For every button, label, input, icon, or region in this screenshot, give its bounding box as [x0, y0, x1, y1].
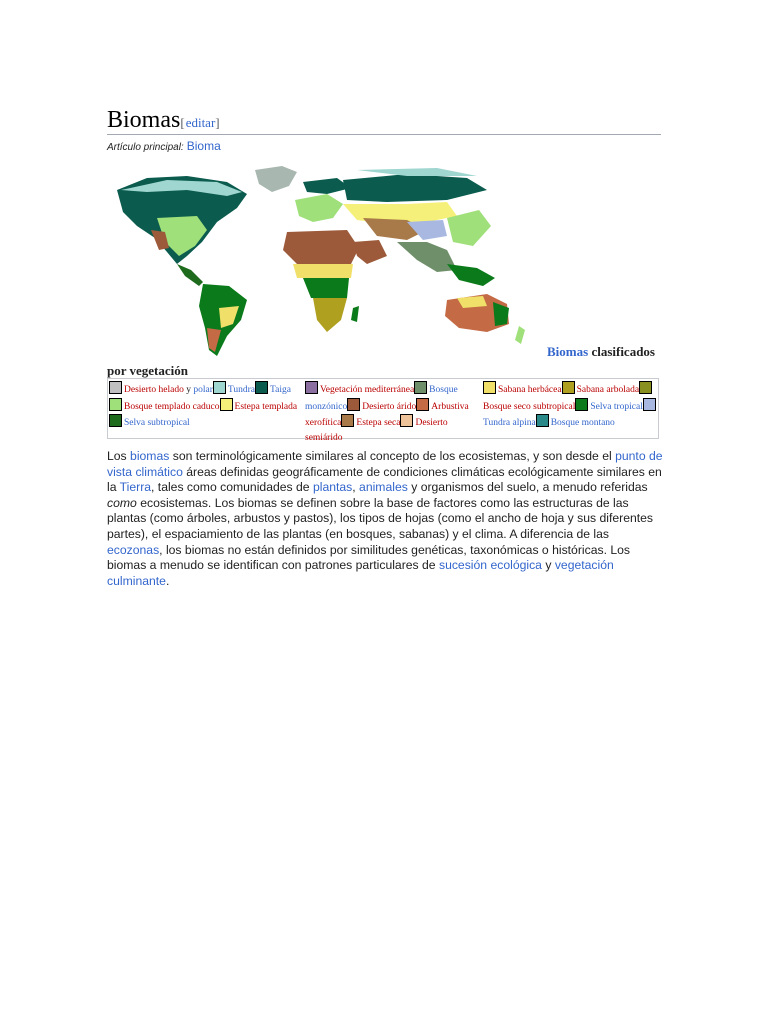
legend-label[interactable]: Estepa templada: [234, 401, 298, 412]
map-africa-north: [283, 230, 359, 264]
hatnote: [107, 139, 221, 153]
para-text: Los: [107, 449, 131, 463]
link-vegetacion-culminante[interactable]: vegetación culminante: [107, 558, 614, 588]
legend-label[interactable]: Desierto helado: [124, 385, 184, 395]
section-title-text: Biomas: [107, 107, 181, 133]
map-new-zealand: [515, 326, 525, 344]
legend-swatch: [536, 414, 549, 427]
map-africa-sahel: [293, 264, 353, 278]
legend-label[interactable]: Selva subtropical: [124, 418, 190, 428]
map-asia-taiga: [343, 174, 487, 202]
legend-label[interactable]: Tundra: [227, 385, 256, 395]
body-paragraph: [107, 449, 663, 589]
legend-label[interactable]: Vegetación mediterránea: [320, 385, 415, 395]
legend-swatch: [341, 414, 354, 427]
para-text: , tales como comunidades de: [151, 480, 313, 495]
legend-label[interactable]: Selva tropical: [590, 401, 643, 412]
link-sucesion-ecologica[interactable]: sucesión ecológica: [438, 558, 542, 573]
map-greenland: [255, 166, 297, 192]
legend-label[interactable]: Bosque montano: [550, 418, 615, 428]
legend-label[interactable]: Bosque templado caduco: [124, 401, 220, 412]
legend-swatch: [643, 398, 656, 411]
legend-swatch: [483, 381, 496, 394]
legend-label[interactable]: Bosque seco subtropical: [483, 401, 576, 412]
legend-swatch: [414, 381, 427, 394]
caption-biomas-link[interactable]: Biomas: [547, 344, 589, 359]
legend-swatch: [213, 381, 226, 394]
legend-swatch: [639, 381, 652, 394]
legend-label[interactable]: Taiga: [270, 385, 291, 395]
legend-swatch: [255, 381, 268, 394]
edit-bracket-close: ]: [215, 115, 220, 130]
edit-bracket-open: [: [180, 115, 185, 130]
link-tierra[interactable]: Tierra: [119, 480, 152, 495]
link-animales[interactable]: animales: [359, 480, 408, 495]
section-heading: [107, 106, 661, 135]
caption-first-line: [547, 344, 655, 360]
caption-second-line: por vegetación: [107, 363, 188, 378]
legend-swatch: [220, 398, 233, 411]
para-italic: como: [107, 495, 137, 510]
legend-label[interactable]: Sabana arbolada: [576, 385, 640, 395]
para-text: y: [541, 558, 555, 573]
map-africa-south: [313, 298, 347, 332]
legend-label[interactable]: Sabana herbácea: [498, 385, 562, 395]
edit-link[interactable]: editar: [185, 115, 216, 130]
legend-label[interactable]: polar: [193, 385, 213, 395]
section-title: [107, 106, 220, 137]
legend-swatch: [109, 414, 122, 427]
map-africa-central: [303, 278, 349, 298]
map-arabia: [353, 240, 387, 264]
legend-label[interactable]: Desierto árido: [362, 401, 417, 412]
legend-swatch: [347, 398, 360, 411]
legend-swatch: [575, 398, 588, 411]
para-text: son terminológicamente similares al concepto de los ecosistemas, y son desde el: [169, 449, 616, 463]
para-text: ecosistemas. Los biomas se definen sobre la base de factores como las estructuras de las plantas (como árboles, arbustos y pastos), los tipos de hojas (como el ancho de hoja y sus diferentes partes), el espaciamiento de las plantas (en bosques, sabanas) y el clima. A diferencia de las: [107, 495, 654, 541]
map-asia-south: [397, 242, 457, 272]
link-biomas[interactable]: biomas: [130, 449, 170, 463]
legend-swatch: [109, 381, 122, 394]
legend-swatch: [400, 414, 413, 427]
caption-text-a: clasificados: [588, 344, 655, 359]
legend-column-2: [305, 381, 483, 445]
hatnote-link[interactable]: Bioma: [186, 139, 221, 153]
map-asia-tundra: [357, 168, 477, 176]
map-se-asia: [447, 264, 495, 286]
link-ecozonas[interactable]: ecozonas: [107, 542, 160, 557]
legend-swatch: [562, 381, 575, 394]
legend-swatch: [416, 398, 429, 411]
link-punto-de-vista-climatico[interactable]: punto de vista climático: [107, 449, 663, 479]
para-text: ,: [352, 480, 360, 495]
link-plantas[interactable]: plantas: [312, 480, 353, 495]
legend-swatch: [109, 398, 122, 411]
legend-label[interactable]: Arbustiva xerofítica: [305, 401, 469, 428]
para-text: áreas definidas geográficamente de condiciones climáticas ecológicamente similares en la: [107, 464, 662, 495]
biome-legend: [107, 378, 659, 443]
legend-label[interactable]: Estepa seca: [356, 418, 401, 428]
map-central-america: [177, 264, 203, 286]
legend-label[interactable]: Desierto semiárido: [305, 418, 448, 443]
hatnote-prefix: Artículo principal:: [107, 142, 184, 153]
para-text: , los biomas no están definidos por similitudes genéticas, taxonómicas o históricas. Los biomas a menudo se identifican con patrones particulares de: [107, 542, 630, 573]
legend-swatch: [305, 381, 318, 394]
legend-column-3: [483, 381, 659, 431]
legend-label[interactable]: Tundra alpina: [483, 418, 536, 428]
map-europe: [295, 194, 343, 222]
legend-column-1: [109, 381, 305, 431]
legend-connector: y: [183, 385, 194, 395]
biome-world-map[interactable]: [107, 160, 533, 360]
para-text: y organismos del suelo, a menudo referidas: [407, 480, 648, 495]
para-text: .: [165, 573, 170, 588]
map-madagascar: [351, 306, 359, 322]
legend-label[interactable]: Bosque monzónico: [305, 385, 458, 412]
